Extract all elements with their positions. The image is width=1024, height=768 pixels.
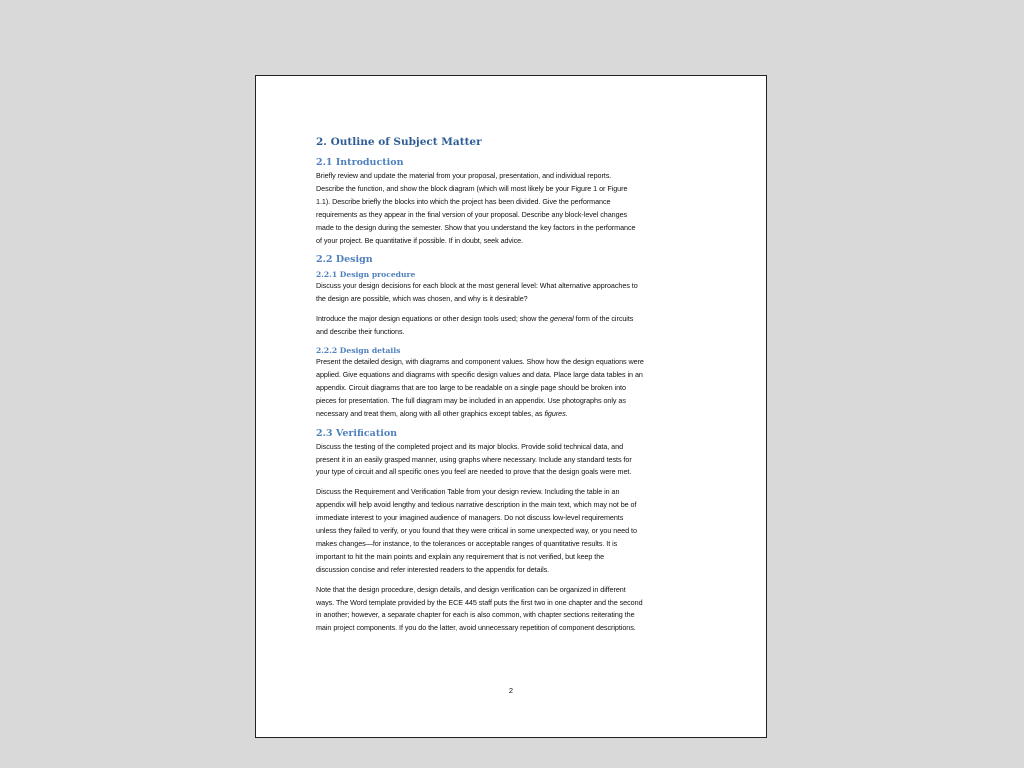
design-procedure-paragraph-1: Discuss your design decisions for each block at the most general level: What alternative approaches to the design are possible, which was chosen, and why is it desirable? [316, 281, 638, 304]
page-number: 2 [508, 686, 514, 695]
text-run: Introduce the major design equations or other design tools used; show the [316, 314, 551, 324]
text-run: . [565, 408, 568, 418]
text-run: form of the circuits and describe their functions. [316, 314, 634, 337]
emphasis-text: general [550, 314, 574, 324]
section-heading-verification: 2.3 Verification [316, 427, 398, 439]
chapter-title: 2. Outline of Subject Matter [316, 136, 482, 148]
section-heading-introduction: 2.1 Introduction [316, 157, 404, 168]
subsection-heading-design-procedure: 2.2.1 Design procedure [316, 270, 416, 280]
verification-paragraph-2: Discuss the Requirement and Verification Table from your design review. Including the table in an appendix will help avoid lengthy and tedious narrative description in the main text, which may not be of immediate interest to your imagined audience of managers. Do not discuss low-level requirements unless they failed to verify, or you found that they were critical in some unexpected way, or you need to makes changes—for instance, to the tolerances or acceptable ranges of quantitative results. It is important to hit the main points and explain any requirement that is not verified, but keep the discussion concise and refer interested readers to the appendix for details. [316, 487, 637, 574]
page-content [316, 136, 714, 642]
emphasis-text: figures [544, 408, 566, 418]
text-run: Present the detailed design, with diagrams and component values. Show how the design equations were applied. Give equations and diagrams with specific design values and data. Place large data tables in an appendix. Circuit diagrams that are too large to be readable on a single page should be broken into pieces for presentation. The full diagram may be included in an appendix. Use photographs only as necessary and treat them, along with all other graphics except tables, as [316, 357, 644, 418]
verification-paragraph-3: Note that the design procedure, design details, and design verification can be organized in different ways. The Word template provided by the ECE 445 staff puts the first two in one chapter and the second in another; however, a separate chapter for each is also common, with chapter sections reiterating the main project components. If you do the latter, avoid unnecessary repetition of component descriptions. [316, 584, 643, 633]
design-procedure-paragraph-2 [316, 313, 714, 339]
subsection-heading-design-details: 2.2.2 Design details [316, 346, 401, 356]
design-details-paragraph [316, 356, 714, 421]
verification-paragraph-1: Discuss the testing of the completed project and its major blocks. Provide solid technical data, and present it in an easily grasped manner, using graphs where necessary. Include any standard tests for your type of circuit and all specific ones you feel are needed to prove that the design goals were met. [316, 441, 632, 477]
section-heading-design: 2.2 Design [316, 254, 373, 266]
document-page [255, 75, 767, 738]
introduction-paragraph: Briefly review and update the material from your proposal, presentation, and individual reports. Describe the function, and show the block diagram (which will most likely be your Figure 1 or Figure 1.1). Describe briefly the blocks into which the project has been divided. Give the performance requirements as they appear in the final version of your proposal. Describe any block-level changes made to the design during the semester. Show that you understand the key factors in the performance of your project. Be quantitative if possible. If in doubt, seek advice. [316, 171, 636, 245]
